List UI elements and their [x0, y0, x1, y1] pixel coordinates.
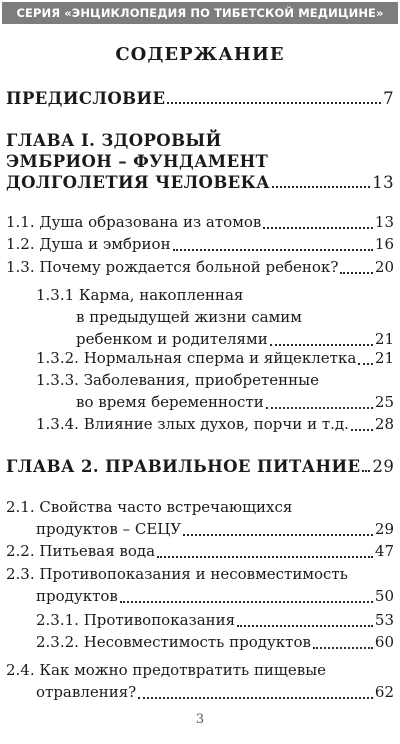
entry-page: 29 — [374, 520, 394, 538]
entry-title-line: 1.3.3. Заболевания, приобретенные — [36, 371, 319, 389]
toc-entry-1-3-2[interactable] — [36, 347, 394, 369]
leader-dots — [237, 624, 373, 627]
leader-dots — [266, 406, 373, 409]
toc-entry-1-2[interactable] — [6, 233, 394, 255]
leader-dots — [270, 343, 373, 346]
leader-dots — [173, 248, 373, 251]
entry-page: 21 — [374, 330, 394, 348]
entry-title-line: в предыдущей жизни самим — [76, 308, 302, 326]
entry-title: 1.2. Душа и эмбрион — [6, 235, 171, 253]
toc-entry-2-1[interactable] — [6, 496, 394, 540]
leader-dots — [183, 533, 373, 536]
entry-title-line: отравления? — [36, 683, 137, 701]
entry-page: 20 — [374, 258, 394, 276]
entry-page: 53 — [374, 611, 394, 629]
entry-page: 16 — [374, 235, 394, 253]
entry-title: ГЛАВА 2. ПРАВИЛЬНОЕ ПИТАНИЕ — [6, 457, 361, 476]
entry-title-line: 2.1. Свойства часто встречающихся — [6, 498, 293, 516]
entry-title-line: ребенком и родителями — [76, 330, 268, 348]
toc-entry-2-2[interactable] — [6, 540, 394, 562]
entry-title-line: ЭМБРИОН – ФУНДАМЕНТ — [6, 152, 269, 171]
leader-dots — [362, 469, 370, 472]
entry-title-line: 2.3. Противопоказания и несовместимость — [6, 565, 348, 583]
series-header: СЕРИЯ «ЭНЦИКЛОПЕДИЯ ПО ТИБЕТСКОЙ МЕДИЦИНЕ» — [2, 2, 398, 24]
toc-entry-2-4[interactable] — [6, 659, 394, 703]
leader-dots — [167, 101, 381, 104]
entry-page: 25 — [374, 393, 394, 411]
entry-page: 47 — [374, 542, 394, 560]
toc-entry-1-3-4[interactable] — [36, 413, 394, 435]
entry-title-line: продуктов — [36, 587, 118, 605]
entry-title: 1.3. Почему рождается больной ребенок? — [6, 258, 339, 276]
entry-title-line: 1.3.1 Карма, накопленная — [36, 286, 244, 304]
entry-title: 1.3.4. Влияние злых духов, порчи и т.д. — [36, 415, 349, 433]
entry-title: 1.1. Душа образована из атомов — [6, 213, 262, 231]
entry-page: 7 — [383, 89, 394, 108]
leader-dots — [351, 428, 373, 431]
toc-entry-chapter-1[interactable] — [6, 130, 394, 193]
entry-page: 60 — [374, 633, 394, 651]
entry-title-line: ДОЛГОЛЕТИЯ ЧЕЛОВЕКА — [6, 173, 270, 192]
entry-page: 50 — [374, 587, 394, 605]
entry-page: 13 — [374, 213, 394, 231]
page-number: 3 — [195, 712, 205, 727]
toc-entry-1-3[interactable] — [6, 256, 394, 278]
entry-page: 29 — [372, 457, 395, 476]
entry-title: 2.2. Питьевая вода — [6, 542, 156, 560]
entry-page: 21 — [374, 349, 394, 367]
toc-entry-1-3-3[interactable] — [36, 369, 394, 413]
entry-title-line: продуктов – СЕЦУ — [36, 520, 182, 538]
toc-title: СОДЕРЖАНИЕ — [115, 44, 285, 65]
entry-page: 13 — [372, 173, 394, 192]
toc-entry-2-3-2[interactable] — [36, 631, 394, 653]
entry-title-line: 2.4. Как можно предотвратить пищевые — [6, 661, 327, 679]
leader-dots — [340, 271, 373, 274]
toc-entry-1-3-1[interactable] — [36, 284, 394, 350]
toc-entry-1-1[interactable] — [6, 211, 394, 233]
leader-dots — [120, 600, 373, 603]
leader-dots — [138, 696, 373, 699]
entry-title: ПРЕДИСЛОВИЕ — [6, 89, 166, 108]
leader-dots — [272, 185, 370, 188]
leader-dots — [313, 646, 373, 649]
toc-entry-preface[interactable] — [6, 88, 394, 109]
leader-dots — [358, 362, 373, 365]
toc-entry-2-3-1[interactable] — [36, 609, 394, 631]
entry-page: 62 — [374, 683, 394, 701]
entry-title: 2.3.2. Несовместимость продуктов — [36, 633, 311, 651]
entry-title-line: во время беременности — [76, 393, 264, 411]
toc-entry-chapter-2[interactable] — [6, 456, 394, 477]
entry-title: 2.3.1. Противопоказания — [36, 611, 236, 629]
toc-entry-2-3[interactable] — [6, 563, 394, 607]
entry-page: 28 — [374, 415, 394, 433]
leader-dots — [157, 555, 373, 558]
entry-title-line: ГЛАВА I. ЗДОРОВЫЙ — [6, 131, 222, 150]
entry-title: 1.3.2. Нормальная сперма и яйцеклетка — [36, 349, 357, 367]
leader-dots — [263, 226, 373, 229]
